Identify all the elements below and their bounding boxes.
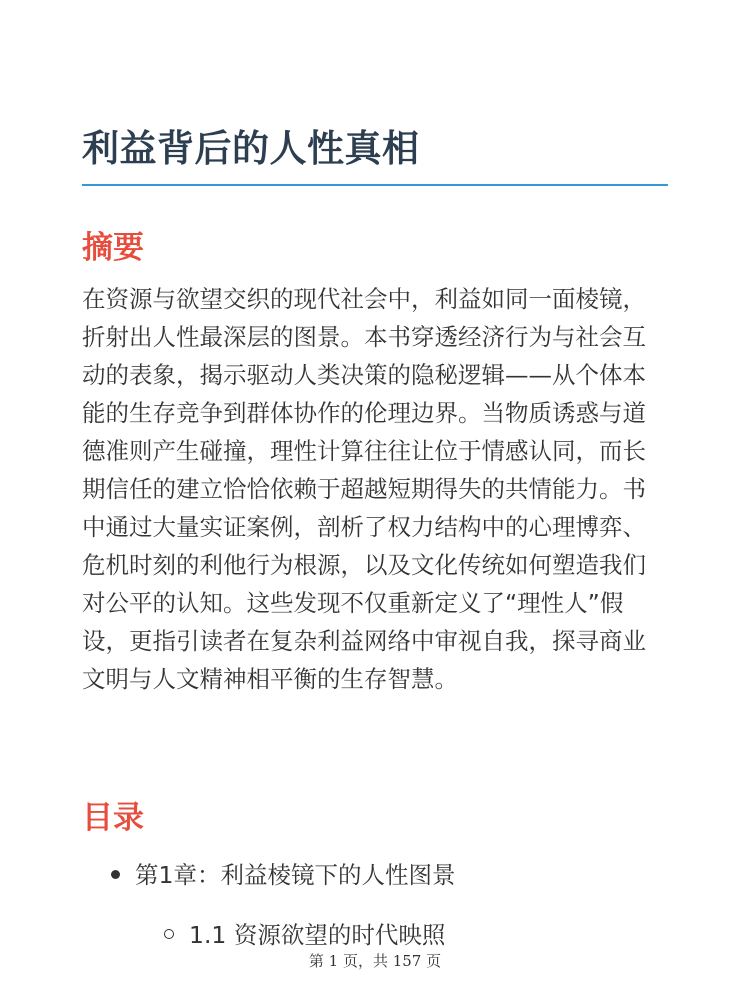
toc-heading: 目录 [82,800,144,836]
abstract-heading: 摘要 [82,230,144,266]
title-divider [82,184,668,186]
toc-section-item[interactable] [82,915,668,955]
toc-section-label: 1.1 资源欲望的时代映照 [189,921,446,949]
toc-chapter-label: 第1章：利益棱镜下的人性图景 [135,861,456,889]
table-of-contents [82,855,668,955]
page-indicator: 第 1 页，共 157 页 [308,952,442,970]
abstract-paragraph: 在资源与欲望交织的现代社会中，利益如同一面棱镜，折射出人性最深层的图景。本书穿透经济行为与社会互动的表象，揭示驱动人类决策的隐秘逻辑——从个体本能的生存竞争到群体协作的伦理边界。当物质诱惑与道德准则产生碰撞，理性计算往往让位于情感认同，而长期信任的建立恰恰依赖于超越短期得失的共情能力。书中通过大量实证案例，剖析了权力结构中的心理博弈、危机时刻的利他行为根源，以及文化传统如何塑造我们对公平的认知。这些发现不仅重新定义了“理性人”假设，更指引读者在复杂利益网络中审视自我，探寻商业文明与人文精神相平衡的生存智慧。 [82,285,646,693]
toc-chapter-item[interactable] [82,855,668,895]
bullet-circle-icon [164,929,174,939]
document-page [82,0,668,1000]
document-title: 利益背后的人性真相 [82,127,420,170]
bullet-disc-icon [111,870,120,879]
